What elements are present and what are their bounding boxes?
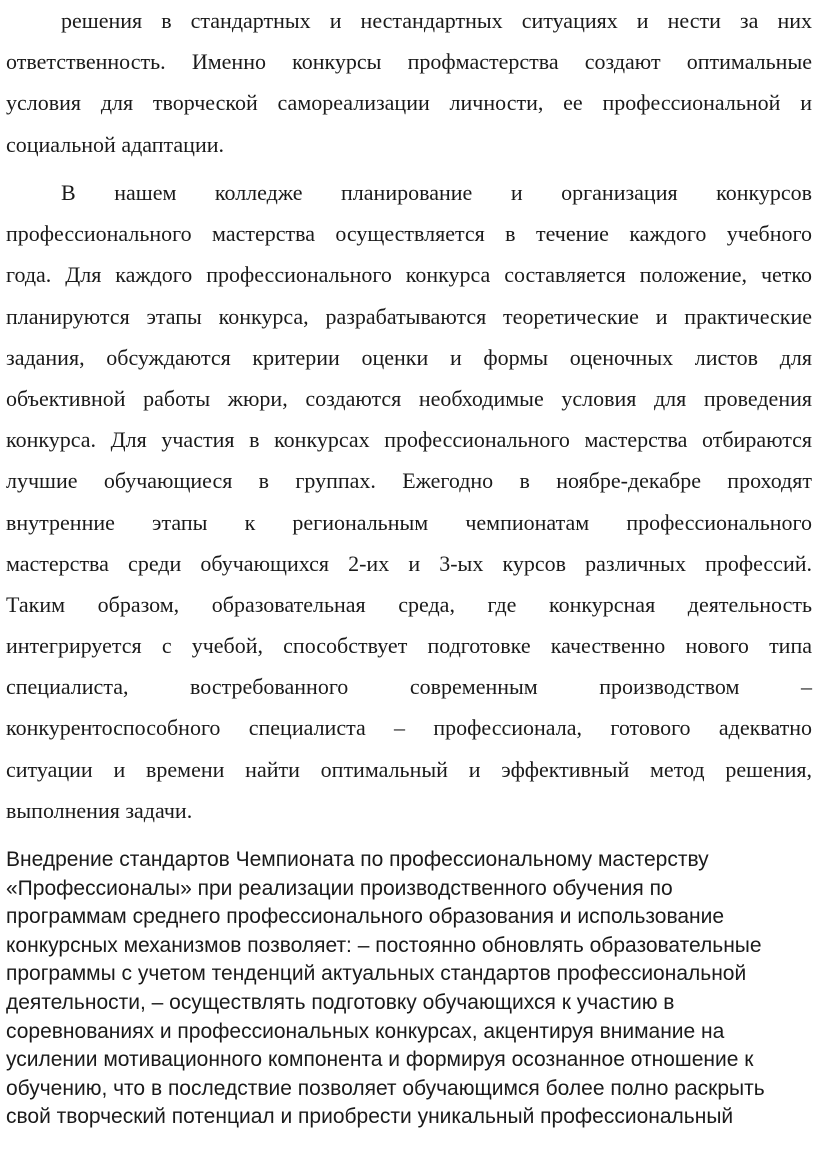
- text-line: ответственность. Именно конкурсы профмастерства создают оптимальные: [6, 49, 812, 75]
- text-line: усилении мотивационного компонента и формируя осознанное отношение к: [6, 1048, 754, 1072]
- text-line: объективной работы жюри, создаются необходимые условия для проведения: [6, 385, 812, 411]
- text-line: программам среднего профессионального образования и использование: [6, 905, 725, 929]
- text-line: конкурса. Для участия в конкурсах профессионального мастерства отбираются: [6, 427, 812, 453]
- text-line: специалиста, востребованного современным производством –: [6, 674, 812, 700]
- text-line: В нашем колледже планирование и организация конкурсов: [61, 180, 812, 205]
- text-line: года. Для каждого профессионального конкурса составляется положение, четко: [6, 262, 812, 288]
- text-line: выполнения задачи.: [6, 797, 193, 823]
- text-line: социальной адаптации.: [6, 131, 225, 157]
- text-line: внутренние этапы к региональным чемпионатам профессионального: [6, 509, 812, 535]
- paragraph-1: [6, 0, 812, 165]
- paragraph-2: [6, 172, 812, 831]
- text-line: программы с учетом тенденций актуальных стандартов профессиональной: [6, 962, 747, 986]
- text-line: задания, обсуждаются критерии оценки и формы оценочных листов для: [6, 344, 812, 370]
- text-line: соревнованиях и профессиональных конкурсах, акцентируя внимание на: [6, 1019, 725, 1043]
- text-line: профессионального мастерства осуществляется в течение каждого учебного: [6, 221, 812, 247]
- text-line: конкурсных механизмов позволяет: – постоянно обновлять образовательные: [6, 933, 762, 957]
- text-line: конкурентоспособного специалиста – профессионала, готового адекватно: [6, 715, 812, 741]
- text-line: лучшие обучающиеся в группах. Ежегодно в ноябре-декабре проходят: [6, 468, 812, 494]
- text-line: Внедрение стандартов Чемпионата по профессиональному мастерству: [6, 848, 709, 871]
- text-line: «Профессионалы» при реализации производственного обучения по: [6, 876, 673, 900]
- text-line: интегрируется с учебой, способствует подготовке качественно нового типа: [6, 633, 812, 659]
- text-line: решения в стандартных и нестандартных ситуациях и нести за них: [61, 8, 812, 33]
- text-line: ситуации и времени найти оптимальный и эффективный метод решения,: [6, 756, 812, 782]
- text-line: условия для творческой самореализации личности, ее профессиональной и: [6, 90, 812, 116]
- text-line: мастерства среди обучающихся 2-их и 3-ых курсов различных профессий.: [6, 550, 812, 576]
- text-line: деятельности, – осуществлять подготовку обучающихся к участию в: [6, 990, 675, 1014]
- text-line: планируются этапы конкурса, разрабатываются теоретические и практические: [6, 303, 812, 329]
- text-line: обучению, что в последствие позволяет обучающимся более полно раскрыть: [6, 1076, 765, 1100]
- text-line: свой творческий потенциал и приобрести уникальный профессиональный: [6, 1105, 734, 1129]
- text-line: Таким образом, образовательная среда, где конкурсная деятельность: [6, 591, 812, 617]
- paragraph-3: [6, 846, 812, 1132]
